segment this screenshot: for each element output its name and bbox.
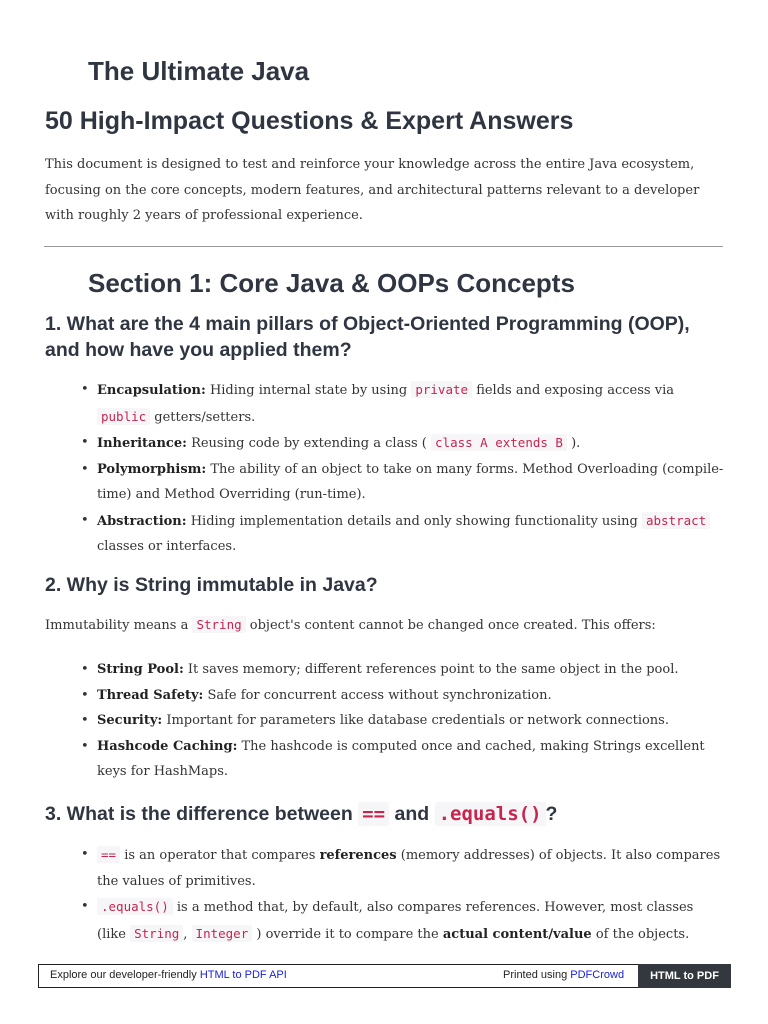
question-3-list	[45, 842, 725, 947]
html-to-pdf-api-link[interactable]: HTML to PDF API	[199, 969, 287, 981]
code-string: String	[130, 925, 183, 942]
term: Abstraction:	[97, 513, 187, 529]
code-equals-method: .equals()	[97, 898, 173, 915]
list-item: • Encapsulation: Hiding internal state by using private fields and exposing access via public getters/setters.	[81, 382, 674, 425]
document-title: The Ultimate Java	[88, 56, 310, 86]
section-title: Section 1: Core Java & OOPs Concepts	[88, 268, 575, 298]
code-public: public	[97, 408, 150, 425]
question-2-lead: Immutability means a String object's content cannot be changed once created. This offers:	[45, 617, 656, 633]
pdfcrowd-footer	[38, 964, 731, 988]
list-item: • .equals() is a method that, by default, also compares references. However, most classes (like String , Integer ) override it to compare the actual content/value of the objects.	[81, 899, 694, 942]
list-item: • == is an operator that compares references (memory addresses) of objects. It also compares the values of primitives.	[81, 847, 721, 889]
term: String Pool:	[97, 662, 184, 677]
term: Polymorphism:	[97, 461, 207, 477]
term: Encapsulation:	[97, 383, 206, 398]
question-1-list	[45, 377, 725, 560]
list-item: • Thread Safety: Safe for concurrent access without synchronization.	[81, 687, 552, 703]
code-double-equals: ==	[358, 802, 389, 826]
question-1-title: 1. What are the 4 main pillars of Object-Oriented Programming (OOP), and how have you applied them?	[45, 313, 690, 361]
term: Thread Safety:	[97, 687, 204, 703]
list-item: • Security: Important for parameters like database credentials or network connections.	[81, 713, 669, 728]
code-abstract: abstract	[642, 512, 710, 529]
term: Security:	[97, 713, 163, 728]
term: Hashcode Caching:	[97, 738, 238, 754]
code-integer: Integer	[192, 925, 253, 942]
divider	[44, 246, 723, 247]
list-item: • Inheritance: Reusing code by extending a class ( class A extends B ).	[81, 435, 581, 451]
code-equals-method: .equals()	[435, 802, 546, 826]
question-2-title: 2. Why is String immutable in Java?	[45, 574, 378, 596]
code-private: private	[411, 381, 472, 398]
list-item: • Hashcode Caching: The hashcode is computed once and cached, making Strings excellent keys for HashMaps.	[81, 738, 705, 779]
html-to-pdf-button[interactable]: HTML to PDF	[638, 964, 731, 988]
list-item: • Polymorphism: The ability of an object to take on many forms. Method Overloading (compile-time) and Method Overriding (run-time).	[81, 461, 724, 502]
question-2-list	[45, 657, 725, 785]
document-subtitle: 50 High-Impact Questions & Expert Answers	[45, 107, 574, 135]
code-extends: class A extends B	[431, 434, 567, 451]
code-double-equals: ==	[97, 846, 120, 863]
footer-promo: Explore our developer-friendly HTML to PDF API	[50, 969, 287, 981]
intro-paragraph: This document is designed to test and reinforce your knowledge across the entire Java ecosystem, focusing on the core concepts, modern features, and architectural patterns relevant to a developer with roughly 2 years of professional experience.	[45, 157, 700, 223]
pdfcrowd-link[interactable]: PDFCrowd	[570, 969, 625, 981]
term: Inheritance:	[97, 436, 187, 451]
footer-printed-using: Printed using PDFCrowd	[503, 969, 625, 981]
list-item: • String Pool: It saves memory; different references point to the same object in the pool.	[81, 662, 679, 677]
question-3-title: 3. What is the difference between == and .equals() ?	[45, 803, 558, 825]
list-item: • Abstraction: Hiding implementation details and only showing functionality using abstract classes or interfaces.	[45, 508, 725, 560]
code-string: String	[192, 616, 245, 633]
